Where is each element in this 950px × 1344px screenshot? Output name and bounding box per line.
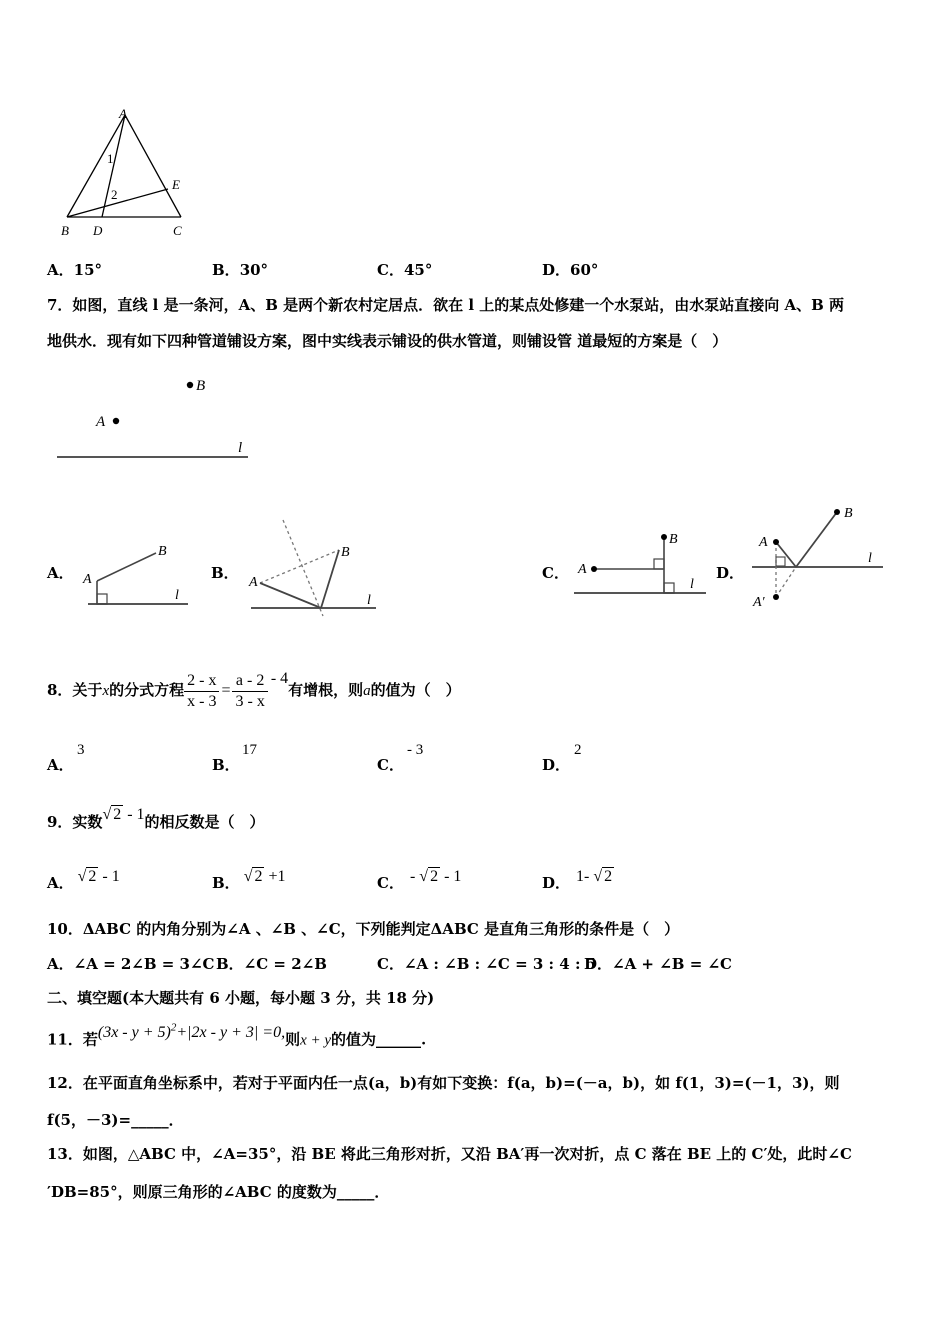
q7c-label-B: B: [669, 532, 678, 547]
q6-label-D: D: [93, 223, 103, 238]
q6-label-C: C: [173, 223, 182, 238]
q6-label-angle2: 2: [111, 187, 118, 202]
q9-option-a: A． √ 2 - 1: [47, 868, 120, 892]
q6-option-a: A．15°: [47, 261, 103, 279]
q8-option-a: A．: [47, 756, 74, 774]
q7-stem-line2: 地供水．现有如下四种管道铺设方案，图中实线表示铺设的供水管道，则铺设管 道最短的方案是（ ）: [47, 332, 728, 350]
q6-label-angle1: 1: [107, 151, 114, 166]
q6-option-b: B．30°: [212, 261, 269, 279]
q7d-label-l: l: [868, 551, 872, 566]
q7-option-d-figure: [748, 500, 888, 615]
q7b-label-B: B: [341, 545, 350, 560]
q8-rhs-fraction: $\frac{a - 2}{3 - x}$: [232, 671, 267, 712]
q8-option-d-value: 2: [574, 742, 582, 758]
q6-label-E: E: [172, 177, 180, 192]
section-2-heading: 二、填空题(本大题共有 6 小题，每小题 3 分，共 18 分): [47, 989, 435, 1007]
q7-option-b-letter: B．: [211, 564, 239, 582]
q11-stem: 11．若$(3x - y + 5)^2+|2x - y + 3| =0$,则x + y的值为______.: [47, 1022, 427, 1049]
q8-option-a-value: 3: [77, 742, 85, 758]
q7a-label-l: l: [175, 588, 179, 603]
q8-var-x: x: [102, 683, 110, 699]
q7-label-l: l: [238, 440, 243, 456]
q7c-label-A: A: [578, 562, 587, 577]
q7a-label-B: B: [158, 544, 167, 559]
q7-option-a-figure: [78, 535, 193, 610]
q8-option-b-value: 17: [242, 742, 257, 758]
q7-option-b-figure: [243, 515, 383, 620]
q9-option-d: D． 1- √ 2: [542, 868, 613, 892]
q8-lhs-fraction: $\frac{2 - x}{x - 3}$: [184, 671, 219, 712]
q9-expression: √ 2 - 1: [102, 806, 145, 823]
q6-option-c: C．45°: [377, 261, 433, 279]
q12-stem-line2: f(5，－3)=_____．: [47, 1111, 184, 1129]
q7-label-B: B: [196, 378, 206, 394]
q7-option-d-letter: D．: [716, 564, 745, 582]
q8-option-d: D．: [542, 756, 571, 774]
q7d-label-A-prime: A′: [753, 595, 765, 610]
q7-river-figure: [50, 370, 260, 465]
q6-option-d: D．60°: [542, 261, 599, 279]
q11-expression: $(3x - y + 5)^2+|2x - y + 3| =0$,: [97, 1022, 286, 1042]
q7-option-c-figure: [570, 525, 710, 600]
q7b-label-A: A: [249, 575, 258, 590]
q7-option-c-letter: C．: [542, 564, 569, 582]
q6-label-B: B: [61, 223, 69, 238]
q8-option-c-value: - 3: [407, 742, 424, 758]
q6-label-A: A: [119, 106, 127, 121]
q7d-label-B: B: [844, 506, 853, 521]
q12-stem-line1: 12．在平面直角坐标系中，若对于平面内任一点(a，b)有如下变换：f(a，b)=(－a，b)，如 f(1，3)=(－1，3)，则: [47, 1074, 840, 1092]
q7d-label-A: A: [759, 535, 768, 550]
q8-var-a: a: [363, 683, 371, 699]
q7-stem-line1: 7．如图，直线 l 是一条河，A、B 是两个新农村定居点．欲在 l 上的某点处修建一个水泵站，由水泵站直接向 A、B 两: [47, 296, 845, 314]
q8-option-b: B．: [212, 756, 240, 774]
q7-label-A: A: [96, 414, 106, 430]
q7a-label-A: A: [83, 572, 92, 587]
q10-stem: 10．ΔABC 的内角分别为∠A 、∠B 、∠C，下列能判定ΔABC 是直角三角形的条件是（ ）: [47, 920, 680, 938]
q13-stem-line1: 13．如图，△ABC 中，∠A=35°，沿 BE 将此三角形对折，又沿 BA′再一次对折，点 C 落在 BE 上的 C′处，此时∠C: [47, 1145, 852, 1163]
q8-option-c: C．: [377, 756, 404, 774]
q13-stem-line2: ′DB=85°，则原三角形的∠ABC 的度数为_____．: [47, 1183, 390, 1201]
q9-stem: 9．实数√ 2 - 1的相反数是（ ）: [47, 806, 265, 831]
q10-option-d: D．∠A + ∠B = ∠C: [584, 955, 732, 973]
q10-option-c: C．∠A : ∠B : ∠C = 3 : 4 : 5: [377, 955, 597, 973]
q8-stem: 8．关于x的分式方程 $\frac{2 - x}{x - 3}$ = $\frac{a - 2}{3 - x}$ - 4有增根，则a的值为（ ）: [47, 670, 461, 710]
q9-option-b: B． √ 2 +1: [212, 868, 286, 892]
q9-option-c: C． - √ 2 - 1: [377, 868, 462, 892]
q7b-label-l: l: [367, 593, 371, 608]
q10-option-b: B．∠C = 2∠B: [216, 955, 327, 973]
q7-option-a-letter: A．: [47, 564, 74, 582]
q10-option-a: A．∠A = 2∠B = 3∠C: [47, 955, 215, 973]
q7c-label-l: l: [690, 577, 694, 592]
q6-triangle-figure: [55, 105, 205, 240]
